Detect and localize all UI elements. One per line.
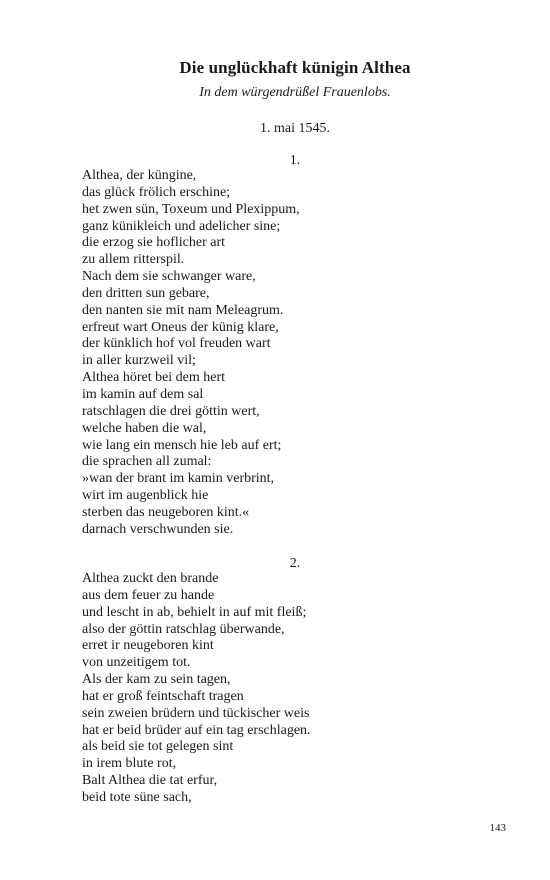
verse-line: die sprachen all zumal: (82, 454, 212, 470)
verse-line: in irem blute rot, (82, 756, 177, 772)
verse-line: den nanten sie mit nam Meleagrum. (82, 302, 284, 318)
stanza-number: 2. (289, 556, 301, 571)
verse-line: Als der kam zu sein tagen, (82, 672, 231, 688)
verse-line: beid tote süne sach, (82, 789, 192, 805)
verse-line: Balt Althea die tat erfur, (82, 773, 218, 789)
verse-line: sterben das neugeboren kint.« (82, 504, 250, 520)
stanza-lines (82, 168, 522, 539)
verse-line: Nach dem sie schwanger ware, (82, 269, 256, 285)
stanza-lines (82, 571, 522, 807)
verse-line: erfreut wart Oneus der künig klare, (82, 319, 279, 335)
verse-line: Althea höret bei dem hert (82, 370, 226, 386)
verse-line: aus dem feuer zu hande (82, 587, 215, 603)
verse-line: und lescht in ab, behielt in auf mit fleiß; (82, 604, 307, 620)
verse-line: het zwen sün, Toxeum und Plexippum, (82, 201, 300, 217)
verse-line: in aller kurzweil vil; (82, 353, 196, 369)
verse-line: welche haben die wal, (82, 420, 207, 436)
poem-date: 1. mai 1545. (260, 121, 330, 136)
verse-line: »wan der brant im kamin verbrint, (82, 471, 275, 487)
verse-line: das glück frölich erschine; (82, 184, 231, 200)
verse-line: wirt im augenblick hie (82, 488, 209, 504)
verse-line: im kamin auf dem sal (82, 386, 204, 402)
verse-line: hat er beid brüder auf ein tag erschlagen. (82, 722, 311, 738)
poem-title: Die unglückhaft künigin Althea (179, 58, 411, 77)
verse-line: Althea, der küngine, (82, 168, 197, 183)
verse-line: Althea zuckt den brande (82, 571, 219, 586)
verse-line: sein zweien brüdern und tückischer weis (82, 705, 310, 721)
stanza-number: 1. (289, 153, 301, 168)
verse-line: der künklich hof vol freuden wart (82, 336, 271, 352)
verse-line: erret ir neugeboren kint (82, 638, 214, 654)
poem-subtitle: In dem würgendrüßel Frauenlobs. (199, 85, 391, 100)
verse-line: von unzeitigem tot. (82, 655, 191, 671)
verse-line: ratschlagen die drei göttin wert, (82, 403, 260, 419)
verse-line: die erzog sie hoflicher art (82, 235, 226, 251)
verse-line: den dritten sun gebare, (82, 285, 210, 301)
verse-line: ganz künikleich und adelicher sine; (82, 218, 281, 234)
verse-line: zu allem ritterspil. (82, 252, 185, 268)
verse-line: darnach verschwunden sie. (82, 521, 234, 537)
verse-line: wie lang ein mensch hie leb auf ert; (82, 437, 282, 453)
verse-line: als beid sie tot gelegen sint (82, 739, 234, 755)
verse-line: also der göttin ratschlag überwande, (82, 621, 285, 637)
page-number: 143 (489, 822, 506, 834)
verse-line: hat er groß feintschaft tragen (82, 688, 244, 704)
